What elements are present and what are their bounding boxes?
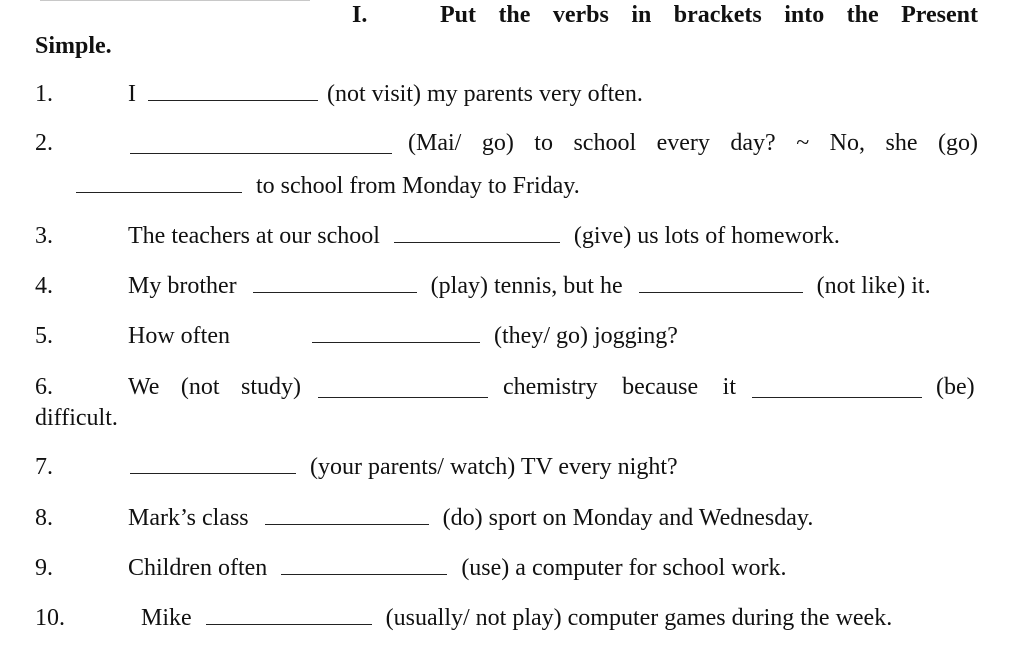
exercise-line <box>128 375 301 399</box>
heading-word: the <box>846 2 879 28</box>
answer-blank[interactable] <box>148 82 318 101</box>
answer-blank[interactable] <box>318 379 488 398</box>
item-text-continued: difficult. <box>35 405 118 431</box>
item-word: because <box>622 374 699 400</box>
item-text: (your parents/ watch) TV every night? <box>310 454 678 480</box>
heading-word: into <box>784 2 825 28</box>
heading-word: in <box>631 2 652 28</box>
section-heading-continued: Simple. <box>35 33 112 59</box>
item-number: 6. <box>35 374 53 400</box>
heading-word: Present <box>901 2 978 28</box>
top-rule <box>40 0 310 1</box>
item-text: I <box>128 81 136 107</box>
item-text: (give) us lots of homework. <box>573 223 840 249</box>
item-word: study) <box>241 374 301 400</box>
exercise-line <box>128 274 931 298</box>
section-heading <box>440 3 978 27</box>
item-number: 9. <box>35 555 53 581</box>
item-text: (play) tennis, but he <box>430 273 623 299</box>
answer-blank[interactable] <box>253 274 417 293</box>
item-text: (use) a computer for school work. <box>461 555 787 581</box>
answer-blank[interactable] <box>281 556 447 575</box>
exercise-line <box>408 131 978 155</box>
item-number: 1. <box>35 81 53 107</box>
item-text: Mike <box>141 605 192 631</box>
item-text: (usually/ not play) computer games during the week. <box>385 605 893 631</box>
answer-blank[interactable] <box>206 606 372 625</box>
item-text: Children often <box>128 555 268 581</box>
item-text: (not like) it. <box>816 273 931 299</box>
item-word: No, <box>829 130 865 156</box>
item-word: go) <box>481 130 514 156</box>
exercise-line-continued <box>76 174 580 198</box>
answer-blank[interactable] <box>752 379 922 398</box>
item-word: (go) <box>937 130 978 156</box>
item-word: We <box>128 374 160 400</box>
item-text: (they/ go) jogging? <box>494 323 678 349</box>
exercise-line-middle <box>503 375 736 399</box>
item-text: Mark’s class <box>128 505 249 531</box>
answer-blank[interactable] <box>130 455 296 474</box>
exercise-line <box>128 224 840 248</box>
item-text: The teachers at our school <box>128 223 380 249</box>
exercise-line <box>312 324 678 348</box>
exercise-line <box>128 556 787 580</box>
item-word: it <box>722 374 736 400</box>
item-word: (not <box>180 374 220 400</box>
item-word: she <box>885 130 918 156</box>
item-word: (Mai/ <box>408 130 462 156</box>
item-word: ~ <box>796 130 810 156</box>
answer-blank[interactable] <box>265 506 429 525</box>
heading-word: the <box>498 2 531 28</box>
item-number: 7. <box>35 454 53 480</box>
answer-blank[interactable] <box>76 174 242 193</box>
item-text: (not visit) my parents very often. <box>327 81 643 107</box>
exercise-line <box>128 82 643 106</box>
answer-blank[interactable] <box>130 135 392 154</box>
item-number: 3. <box>35 223 53 249</box>
item-word: to <box>534 130 553 156</box>
exercise-line <box>141 606 892 630</box>
item-text: (do) sport on Monday and Wednesday. <box>442 505 814 531</box>
item-text: My brother <box>128 273 237 299</box>
heading-word: Put <box>440 2 476 28</box>
item-word: (be) <box>936 374 975 400</box>
item-number: 5. <box>35 323 53 349</box>
item-word: chemistry <box>503 374 598 400</box>
item-word: day? <box>730 130 776 156</box>
item-word: every <box>656 130 710 156</box>
heading-word: brackets <box>673 2 762 28</box>
section-roman-numeral: I. <box>352 2 368 28</box>
answer-blank[interactable] <box>639 274 803 293</box>
item-text: to school from Monday to Friday. <box>256 173 580 199</box>
item-number: 2. <box>35 130 53 156</box>
item-number: 8. <box>35 505 53 531</box>
item-number: 4. <box>35 273 53 299</box>
item-number: 10. <box>35 605 65 631</box>
heading-word: verbs <box>552 2 609 28</box>
exercise-line <box>128 506 813 530</box>
item-text: How often <box>128 323 230 349</box>
answer-blank[interactable] <box>312 324 480 343</box>
answer-blank[interactable] <box>394 224 560 243</box>
exercise-line <box>130 455 678 479</box>
item-word: school <box>573 130 637 156</box>
